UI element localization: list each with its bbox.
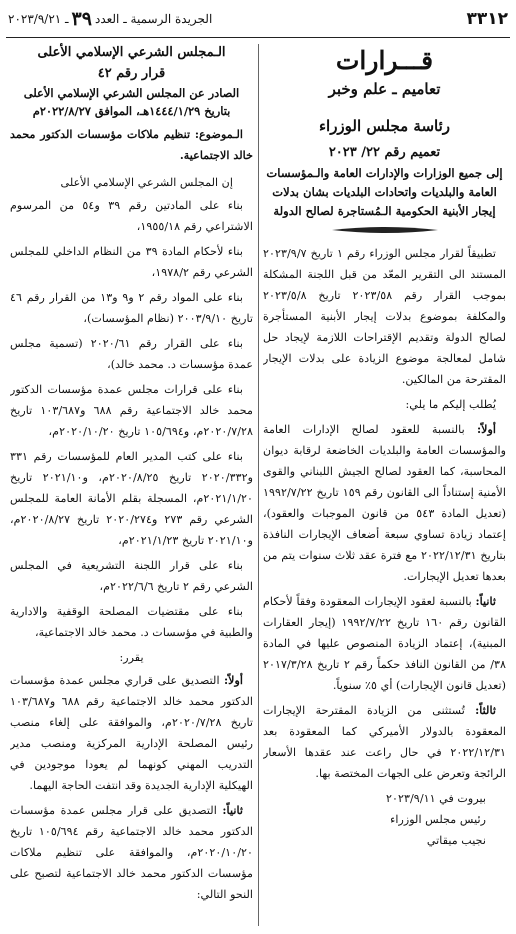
decision-subject: الـموضوع: تنظيم ملاكات مؤسسات الدكتور محمد خالد الاجتماعية.: [10, 127, 253, 162]
article-text: التصديق على قراري مجلس عمدة مؤسسات الدكتور محمد خالد الاجتماعية رقم ٦٨٨ و١٠٣/٦٨٧ تاريخ ٢٠٢٠/٧/٢٨م، والموافقة على إلغاء منصب رئيس المصلحة الإدارية المركزية ومنصب مدير التدريب المهني كونهما لم يعودا موجودين في الهيكلية الإدارية الجديدة وقد انتفت الحاجة اليهما.: [10, 674, 253, 792]
item-label: أولاً:: [476, 422, 496, 436]
decides-heading: يقرر:: [119, 651, 144, 664]
circular-request: يُطلب إليكم ما يلي:: [405, 398, 496, 411]
item-label: ثالثاً:: [475, 703, 496, 717]
issue-number: ٣٩: [71, 8, 92, 30]
article-label: ثانياً:: [222, 803, 243, 817]
article-label: أولاً:: [223, 673, 243, 687]
header-rule: [6, 37, 510, 38]
circular-intro: تطبيقاً لقرار مجلس الوزراء رقم ١ تاريخ ٢٠٢٣/٩/٧ المستند الى التقرير المعّد من قبل اللجنة المشكلة بموجب القرار رقم ٢٠٢٣/٥٨ تاريخ ٢٠٢٣/٥/٨ والمكلفة بموضوع بدلات إيجار الأبنية المستأجرة لصالح الدولة وتقديم الإقتراحات اللازمة لإيجاد حل شامل لمعالجة موضوع الزيادة على بدلات الإيجار المقترحة من المالكين.: [263, 247, 506, 386]
section-subtitle: تعاميم ـ علم وخبر: [328, 80, 441, 98]
item-label: ثانياً:: [475, 594, 496, 608]
presidency-heading: رئاسة مجلس الوزراء: [318, 117, 451, 135]
circular-item-1: [263, 419, 506, 587]
circular-number: تعميم رقم ٢٢/ ٢٠٢٣: [328, 145, 441, 160]
item-text: تُستثنى من الزيادة المقترحة الإيجارات المعقودة بالدولار الأميركي كما المعقودة بعد ٢٠٢٢/١٢/٣١ في حال راعت عند عقدها الأسعار الرائجة وتعرض على الجهات المختصة بها.: [263, 704, 506, 780]
item-text: بالنسبة للعقود لصالح الإدارات العامة والمؤسسات العامة والبلديات الخاضعة لرقابة ديوان المحاسبة، كما العقود لصالح الجيش اللبناني والقوى الأمنية إستناداً الى القانون رقم ١٥٩ تاريخ ١٩٩٢/٧/٢٢ (تعديل المادة ٥٤٣ من قانون الموجبات والعقود)، إعتماد زيادة تساوي سبعة أضعاف الإيجارات النافذة بتاريخ ٢٠٢٢/١٢/٣١ مع فترة عقد ثلاث سنوات يتم من بعدها تعديل الإيجارات.: [263, 423, 506, 583]
page-number: ٣٣١٢: [466, 9, 508, 29]
article-2: [10, 800, 253, 905]
council-heading: الـمجلس الشرعي الإسلامي الأعلى: [37, 45, 226, 60]
decision-issued: الصادر عن المجلس الشرعي الإسلامي الأعلى بتاريخ ١٤٤٤/١/٢٩هـ، الموافق ٢٠٢٢/٨/٢٧م: [23, 86, 240, 118]
issue-date: ـ ٢٠٢٣/٩/٢١: [8, 12, 69, 26]
left-column: [10, 42, 253, 928]
circular-item-2: [263, 591, 506, 696]
section-title: قـــرارات: [335, 46, 434, 75]
column-divider: [258, 44, 259, 926]
recital: بناء على مقتضيات المصلحة الوقفية والادارية والطبية في مؤسسات د. محمد خالد الاجتماعية،: [10, 605, 253, 639]
gazette-prefix: الجريدة الرسمية ـ العدد: [94, 12, 213, 26]
recital: بناء على المواد رقم ٢ و٩ و١٣ من القرار رقم ٤٦ تاريخ ٢٠٠٣/٩/١٠ (نظام المؤسسات)،: [10, 291, 253, 325]
item-text: بالنسبة لعقود الإيجارات المعقودة وفقاً لأحكام القانون رقم ١٦٠ تاريخ ١٩٩٢/٧/٢٢ (إيجار العقارات المبنية)، إعتماد الزيادة المنصوص عليها في المادة ٣٨/ من القانون النافذ حكماً رقم ٢ تاريخ ٢٠١٧/٣/٢٨ (تعديل قانون الإيجارات) أي ٥٪ سنوياً.: [263, 595, 506, 692]
recital: بناء على قرارات مجلس عمدة مؤسسات الدكتور محمد خالد الاجتماعية رقم ٦٨٨ و١٠٣/٦٨٧ تاريخ ٢٠٢٠/٧/٢٨م، و١٠٥/٦٩٤ تاريخ ٢٠٢٠/١٠/٢٠م،: [10, 383, 253, 438]
council-line: إن المجلس الشرعي الإسلامي الأعلى: [60, 176, 233, 189]
circular-subject: إلى جميع الوزارات والإدارات العامة والـمؤسسات العامة والبلديات واتحادات البلديات بشان بدلات إيجار الأبنية الحكومية الـمُستاجرة لصالح الدولة: [266, 166, 503, 218]
circular-item-3: [263, 700, 506, 784]
recital: بناء على قرار اللجنة التشريعية في المجلس الشرعي رقم ٢ تاريخ ٢٠٢٢/٦/٦م،: [10, 559, 253, 593]
right-column: [263, 42, 506, 928]
article-text: التصديق على قرار مجلس عمدة مؤسسات الدكتور محمد خالد الاجتماعية رقم ١٠٥/٦٩٤ تاريخ ٢٠٢٠/١٠/٢٠م، والموافقة على تنظيم ملاكات مؤسسات الدكتور محمد خالد الاجتماعية لتصبح على النحو التالي:: [10, 804, 253, 901]
signer-title: رئيس مجلس الوزراء: [390, 813, 486, 826]
recital: بناء على المادتين رقم ٣٩ و٥٤ من المرسوم الاشتراعي رقم ١٩٥٥/١٨،: [10, 199, 253, 233]
article-1: [10, 670, 253, 796]
place-date: بيروت في ٢٠٢٣/٩/١١: [386, 792, 486, 805]
recital: بناء على كتب المدير العام للمؤسسات رقم ٣٣١ و٢٠٢٠/٣٣٢ تاريخ ٢٠٢٠/٨/٢٥م، و٢٠٢١/١٠ تاريخ ٢٠٢١/١/٢٠م، المسجلة بقلم الأمانة العامة للمجلس الشرعي رقم ٢٧٣ و٢٠٢٠/٢٧٤ تاريخ ٢٠٢٠/٨/٢٧م، و٢٠٢١/١٠ تاريخ ٢٠٢١/١/٢٣م،: [10, 450, 253, 547]
recital: بناء لأحكام المادة ٣٩ من النظام الداخلي للمجلس الشرعي رقم ١٩٧٨/٢،: [10, 245, 253, 279]
signer-name: نجيب ميقاتي: [426, 834, 486, 847]
gazette-issue-line: [8, 8, 212, 30]
ornament-divider-icon: [263, 225, 506, 235]
signature-block: [263, 788, 506, 851]
recital: بناء على القرار رقم ٢٠٢٠/٦١ (تسمية مجلس عمدة مؤسسات د. محمد خالد)،: [10, 337, 253, 371]
page-header: [8, 4, 508, 34]
decision-number: قرار رقم ٤٢: [97, 66, 166, 81]
